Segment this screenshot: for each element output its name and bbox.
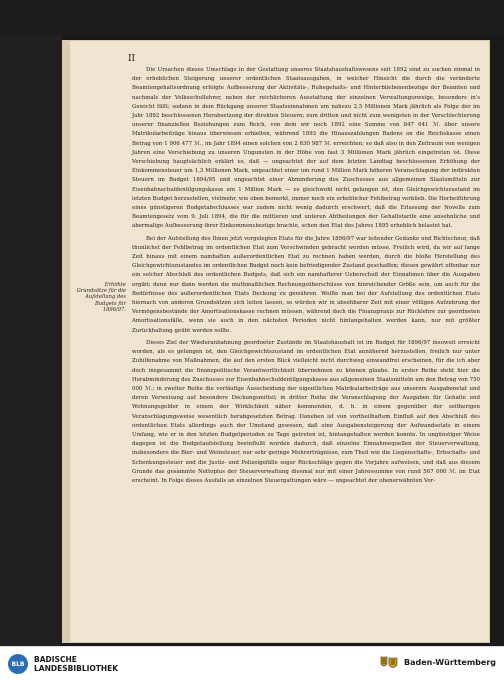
viewer-top-bar — [0, 0, 504, 36]
paragraph-3: Dieses Ziel der Wiederanbahnung geordneter Zustände im Staatshaushalt ist im Budget für 1896/97 insoweit erreicht worden, als es gelungen ist, den Gleichgewichtszustand im ordentlichen Etat annähernd herzustellen, freilich nur unter Zuhilfenahme von Maßnahmen, die auf den ersten Blick vielleicht nicht durchweg einwandfrei erscheinen, für die ich aber doch insgesammt die finanzpolitische Verantwortlichkeit übernehmen zu können glaube. In erster Reihe steht hier die Herabminderung des Zuschusses zur Eisenbahnschuldentilgungskasse aus allgemeinen Staatsmitteln um den Betrag von 750 000 ℳ.; in zweiter Reihe die vorläufige Ausscheidung der eigentlichen Matrikularbeiträge aus unserem Ausgabenetat und deren Verweisung auf besondere Deckungsmittel; in dritter Reihe die Veranschlagung der Ausgaben für Gehalte und Wohnungsgelder in einem der Wirklichkeit näher kommenden, d. h. in einem gegenüber der seitherigen Veranschlagungsweise wesentlich herabgesetzten Betrag. Daneben ist von vortheilhaftem Einfluß auf den Abschluß des ordentlichen Etats allerdings auch der Umstand gewesen, daß eine Ausgabensteigerung der Aufwandsetats in einem Umfang, wie er in den letzten Budgetperioden zu Tage getreten ist, hintangehalten werden konnte. In ungünstiger Weise dagegen ist die Budgetaufstellung beeinflußt worden dadurch, daß einzelne Einnahmequellen der Steuerverwaltung, insbesondere die Bier- und Weinsteuer, nur sehr geringe Mehrerträgnisse, zum Theil wie die Liegenschafts-, Erbschafts- und Schenkungssteuer und die Justiz- und Polizeigefälle sogar Rückschläge gegen die Vorjahre aufweisen, und daß aus diesem Grunde das gesammte Nettoplus der Steuerverwaltung diesmal nur mit einer Jahressumme von rund 567 000 ℳ. im Etat erscheint. In Folge dieses Ausfalls an einzelnen Steuergattungen wäre — ungeachtet der obenerwähnten Vor- — [132, 339, 480, 484]
body-text — [132, 66, 480, 489]
blb-logo-icon[interactable]: BLB — [8, 654, 28, 674]
state-name[interactable]: Baden-Württemberg — [404, 658, 497, 667]
baden-wuerttemberg-coat-of-arms-icon — [378, 655, 400, 672]
viewer-left-strip — [0, 36, 62, 646]
page-number: II — [128, 54, 136, 64]
paragraph-1: Die Ursachen dieses Umschlags in der Gestaltung unseres Staatshaushaltswesens seit 1892 sind zu suchen einmal in der erheblichen Steigerung unserer ordentlichen Staatsausgaben, in welcher Hinsicht die durch die veränderte Beamtengehaltsordnung erfolgte Aufbesserung der Aktivitäts-, Ruhegehalts- und Hinterbliebenenbezüge der Beamten und nachmals der Volksschullehrer, neben der reichlicheren Ausstattung der einzelnen Verwaltungszweige, besonders in's Gewicht fällt; sodann in dem Rückgang unserer Staatseinnahmen um nahezu 2,5 Millionen Mark jährlich als Folge der im Jahr 1892 beschlossenen Herabsetzung der direkten Steuern; zum dritten und nicht zum wenigsten in der Verschlechterung unserer finanziellen Beziehungen zum Reich, von dem wir noch 1892 eine Summe von 847 641 ℳ. über unsere Matrikularbeiträge hinaus überwiesen erhielten, während 1893 die Hinauszahlungen Badens an die Reichskasse einen Betrag von 1 906 477 ℳ., im Jahr 1894 einen solchen von 2 630 987 ℳ. erreichten; so daß also in den Zeitraum von wenigen Jahren eine Verschiebung zu unseren Ungunsten in der Höhe von fast 3 Millionen Mark jährlich eingetreten ist. Diese Verschiebung hauptsächlich erklärt es, daß — ungeachtet der auf dem letzten Landtag beschlossenen Erhöhung der Einkommensteuer um 1,3 Millionen Mark, ungeachtet einer um rund 1 Million Mark höheren Veranschlagung der indirekten Steuern im Budget 1894/95 und ungeachtet einer Abminderung des Zuschusses aus allgemeinen Staatsmitteln zur Eisenbahnschuldentilgungskasse um 1 Million Mark — es gleichwohl nicht gelungen ist, den Gleichgewichtszustand im letzten Budget herzustellen, vielmehr, wie oben bemerkt, immer noch ein erheblicher Fehlbetrag verblieb. Die Herbeiführung eines günstigeren Budgetabschlusses war zudem nicht wenig dadurch erschwert, daß die Erlassung der Novelle zum Beamtengesetz vom 9. Juli 1894, die für die mittleren und unteren Abtheilungen der Gehaltstarife eine ansehnliche und abermalige Aufbesserung ihrer Einkommensbezüge brachte, schon den Etat des Jahres 1895 erheblich belastet hat. — [132, 67, 480, 230]
footer-bar — [0, 646, 504, 681]
library-name[interactable] — [34, 655, 118, 673]
paragraph-2: Bei der Aufstellung des Ihnen jetzt vorgelegten Etats für die Jahre 1896/97 war leitender Gedanke und Richtschnur, daß thunlichst der Fehlbetrag im ordentlichen Etat zum Verschwinden gebracht werden müsse. Freilich wird, da wir auf lange Zeit hinaus mit einem namhaften außerordentlichen Etat zu rechnen haben werden, durch die bloße Herstellung des Gleichgewichtszustandes im ordentlichen Budget noch kein befriedigender Zustand geschaffen; diesen gewährt offenbar nur ein solcher Abschluß des ordentlichen Budgets, daß sich ein namhafterer Ueberschuß der Einnahmen über die Ausgaben ergibt; denn nur dann werden die muthmaßlichen Rechnungsüberschüsse von hinreichender Größe sein, um auch für die Bedürfnisse des außerordentlichen Etats Deckung zu gewähren. Wollte man bei der Aufstellung des ordentlichen Etats hiernach von anderen Grundsätzen sich leiten lassen, so würden wir in absehbarer Zeit mit einer völligen Aufzehrung der Vermögensbestände der Amortisationskasse rechnen müssen, während doch die Finanzpraxis zur Rücklehre zur geordneten Amortisationsfälle, wenn sie auch in den nächsten Perioden nicht hintangehalten werden kann, nur mit größter Zurückhaltung geübt werden sollte. — [132, 235, 480, 334]
page-gutter — [62, 40, 70, 643]
library-name-line2: LANDESBIBLIOTHEK — [34, 664, 119, 673]
library-name-line1: BADISCHE — [34, 655, 77, 664]
margin-note: Erhöhte Grundsätze für die Aufstellung des Budgets für 1896/97. — [76, 282, 126, 313]
